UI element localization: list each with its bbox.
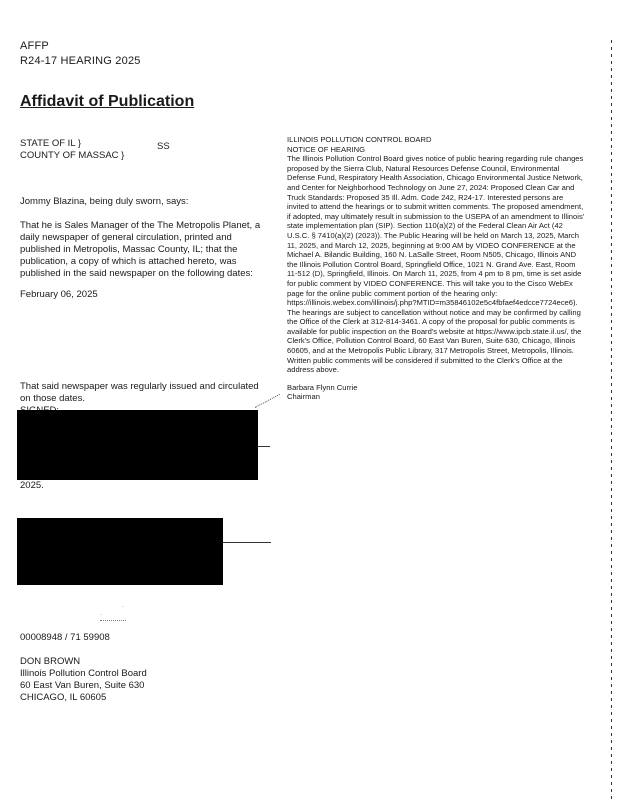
document-title: Affidavit of Publication <box>20 93 195 110</box>
header-case: R24-17 HEARING 2025 <box>20 55 141 67</box>
signature-line <box>258 446 270 447</box>
address-street: 60 East Van Buren, Suite 630 <box>20 680 145 691</box>
county-line: COUNTY OF MASSAC } <box>20 150 125 161</box>
notary-mark: · <box>100 612 102 618</box>
ss-mark: SS <box>157 141 170 152</box>
address-name: DON BROWN <box>20 656 81 667</box>
state-line: STATE OF IL } <box>20 138 82 149</box>
address-city: CHICAGO, IL 60605 <box>20 692 107 703</box>
notary-redaction <box>17 518 223 585</box>
notary-line <box>223 542 271 543</box>
address-org: Illinois Pollution Control Board <box>20 668 147 679</box>
notice-signer-title: Chairman <box>287 392 320 402</box>
signature-redaction <box>17 410 258 480</box>
hearing-notice-clipping <box>287 135 587 402</box>
notice-signer: Barbara Flynn Currie <box>287 382 358 392</box>
sworn-statement: Jommy Blazina, being duly sworn, says: <box>20 196 189 207</box>
notary-dots <box>100 620 126 622</box>
header-code: AFFP <box>20 40 49 52</box>
circulation-statement: That said newspaper was regularly issued and circulated on those dates. <box>20 381 259 404</box>
notice-body: The Illinois Pollution Control Board gives notice of public hearing regarding rule changes proposed by the Sierra Club, Natural Resources Defense Council, Environmental Defense Fund, Respiratory Health Association, Chicago Environmental Justice Network, and Center for Neighborhood Technology on June 27, 2024: Proposed Clean Car and Truck Standards: Proposed 35 Ill. Adm. Code 242, R24-17. Interested persons are invited to attend the hearings or to submit written comments. The proposed amendment, if adopted, may ultimately result in submission to the USEPA of an amendment to Illinois' state implementation plan (SIP). Section 110(a)(2) of the Federal Clean Air Act (42 U.S.C. § 7410(a)(2) (2023)). The Public Hearing will be held on March 13, 2025, March 11, 2025, and March 12, 2025, beginning at 9:00 AM by VIDEO CONFERENCE at the Michael A. Bilandic Building, 160 N. LaSalle Street, Room N505, Chicago, Illinois AND the Illinois Pollution Control Board, Springfield Office, 1021 N. Grand Ave. East, Room 11-512 (D), Springfield, Illinois. On March 11, 2025, from 4 pm to 8 pm, time is set aside for public comment by VIDEO CONFERENCE. This will take you to the Cisco WebEx page for the online public comment portion of the hearing only: https://illinois.webex.com/illinois/j.php?MTID=m35846102e5c4fbfaef4edcce7724ece6). The hearings are subject to cancellation without notice and may be confirmed by calling the Office of the Clerk at 312-814-3461. A copy of the proposal for public comments is available for public inspection on the Board's website at https://www.ipcb.state.il.us/, the Clerk's Office, Pollution Control Board, 60 East Van Buren, Suite 630, Chicago, Illinois 60605, and at the Metropolis Public Library, 317 Metropolis Street, Metropolis, Illinois. Written public comments will be considered if submitted to the Clerk's Office at the address above. <box>287 154 585 375</box>
notice-heading: NOTICE OF HEARING <box>287 144 366 154</box>
publication-date: February 06, 2025 <box>20 289 98 300</box>
notice-org: ILLINOIS POLLUTION CONTROL BOARD <box>287 135 432 144</box>
publication-statement: That he is Sales Manager of the The Metropolis Planet, a daily newspaper of general circulation, printed and published in Metropolis, Massac County, IL; that the publication, a copy of which is attached hereto, was published in the said newspaper on the following dates: <box>20 220 261 279</box>
page-edge-line <box>611 40 612 800</box>
mailing-address <box>20 656 147 704</box>
sworn-year: 2025. <box>20 480 44 491</box>
account-number: 00008948 / 71 59908 <box>20 632 110 643</box>
notary-mark-2: · <box>122 604 124 610</box>
